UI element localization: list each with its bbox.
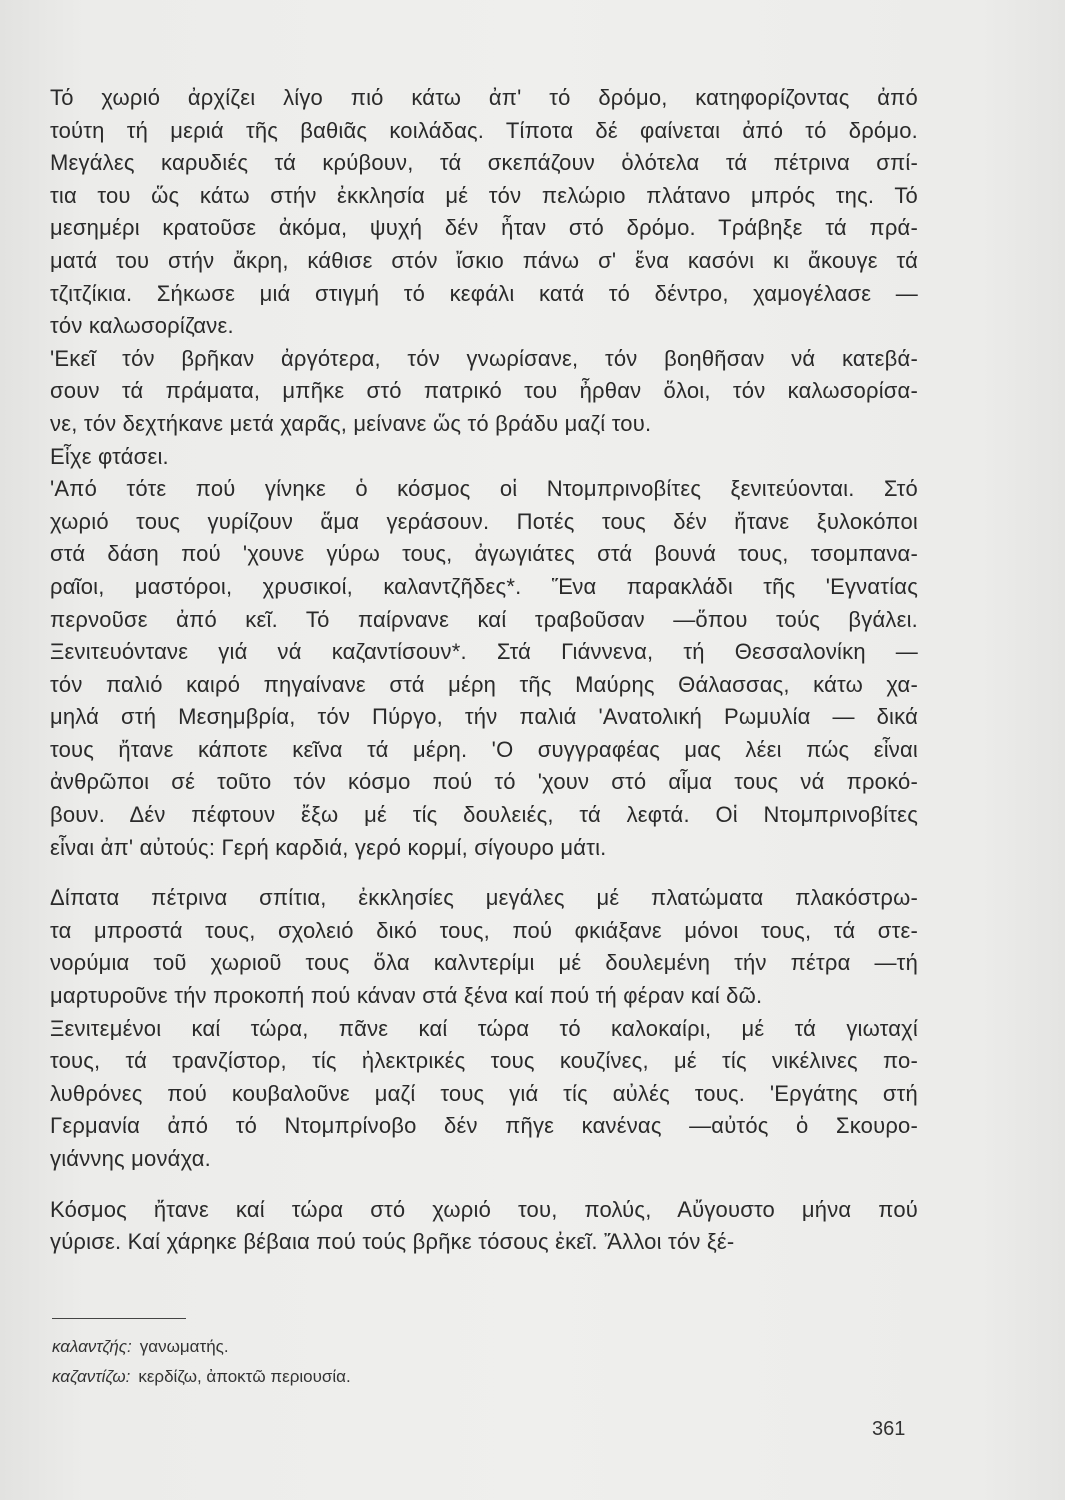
text-line: τα μπροστά τους, σχολειό δικό τους, πού φκιάξανε μόνοι τους, τά στε- — [50, 917, 918, 943]
text-line: μηλά στή Μεσημβρία, τόν Πύργο, τήν παλιά 'Ανατολική Ρωμυλία — δικά — [50, 704, 918, 730]
footnotes — [52, 1332, 351, 1392]
text-line: ματά του στήν ἄκρη, κάθισε στόν ἴσκιο πάνω σ' ἕνα κασόνι κι ἄκουγε τά — [50, 247, 918, 273]
paragraph — [50, 882, 918, 1012]
footnote-term: καλαντζής: — [52, 1337, 132, 1356]
text-line: γύρισε. Καί χάρηκε βέβαια πού τούς βρῆκε τόσους ἐκεῖ. Ἄλλοι τόν ξέ- — [50, 1229, 735, 1255]
text-line: τόν καλωσορίζανε. — [50, 313, 234, 339]
footnote-definition: γανωματής. — [139, 1337, 229, 1356]
text-line: ἀνθρῶποι σέ τοῦτο τόν κόσμο πού τό 'χουν στό αἷμα τους νά προκό- — [50, 769, 918, 795]
body-text — [50, 82, 918, 1259]
footnote — [52, 1332, 351, 1362]
text-line: σουν τά πράματα, μπῆκε στό πατρικό του ἦρθαν ὅλοι, τόν καλωσορίσα- — [50, 378, 918, 404]
paragraph — [50, 82, 918, 343]
paragraph-gap — [50, 864, 918, 882]
paragraph — [50, 473, 918, 864]
text-line: νε, τόν δεχτήκανε μετά χαρᾶς, μείνανε ὥς τό βράδυ μαζί του. — [50, 410, 652, 436]
text-line: βουν. Δέν πέφτουν ἔξω μέ τίς δουλειές, τά λεφτά. Οἱ Ντομπρινοβίτες — [50, 802, 918, 828]
text-line: γιάννης μονάχα. — [50, 1146, 211, 1171]
text-line: 'Από τότε πού γίνηκε ὁ κόσμος οἱ Ντομπρινοβίτες ξενιτεύονται. Στό — [50, 476, 918, 502]
paragraph — [50, 1194, 918, 1259]
text-line: Τό χωριό ἀρχίζει λίγο πιό κάτω ἀπ' τό δρόμο, κατηφορίζοντας ἀπό — [50, 85, 918, 110]
text-line: Δίπατα πέτρινα σπίτια, ἐκκλησίες μεγάλες μέ πλατώματα πλακόστρω- — [50, 885, 918, 911]
text-line: Μεγάλες καρυδιές τά κρύβουν, τά σκεπάζουν ὁλότελα τά πέτρινα σπί- — [50, 150, 918, 176]
footnote-separator — [52, 1318, 186, 1319]
footnote — [52, 1362, 351, 1392]
paragraph-gap — [50, 1176, 918, 1194]
text-line: Κόσμος ἤτανε καί τώρα στό χωριό του, πολύς, Αὔγουστο μήνα πού — [50, 1196, 918, 1222]
text-line: Εἶχε φτάσει. — [50, 443, 169, 469]
text-line: εἶναι ἀπ' αὐτούς: Γερή καρδιά, γερό κορμί, σίγουρο μάτι. — [50, 834, 607, 860]
text-line: τια του ὥς κάτω στήν ἐκκλησία μέ τόν πελώριο πλάτανο μπρός της. Τό — [50, 182, 918, 208]
text-line: τούτη τή μεριά τῆς βαθιᾶς κοιλάδας. Τίποτα δέ φαίνεται ἀπό τό δρόμο. — [50, 117, 918, 143]
text-line: στά δάση πού 'χουνε γύρω τους, ἀγωγιάτες στά βουνά τους, τσομπανα- — [50, 541, 918, 567]
text-line: τους ἤτανε κάποτε κεῖνα τά μέρη. 'Ο συγγραφέας μας λέει πώς εἶναι — [50, 736, 918, 762]
text-line: Ξενιτευόντανε γιά νά καζαντίσουν*. Στά Γιάννενα, τή Θεσσαλονίκη — — [50, 639, 918, 665]
text-line: τόν παλιό καιρό πηγαίνανε στά μέρη τῆς Μαύρης Θάλασσας, κάτω χα- — [50, 671, 918, 697]
text-line: Γερμανία ἀπό τό Ντομπρίνοβο δέν πῆγε κανένας —αὐτός ὁ Σκουρο- — [50, 1113, 918, 1139]
text-line: χωριό τους γυρίζουν ἅμα γεράσουν. Ποτές τους δέν ἤτανε ξυλοκόποι — [50, 508, 918, 534]
text-line: μεσημέρι κρατοῦσε ἀκόμα, ψυχή δέν ἦταν στό δρόμο. Τράβηξε τά πρά- — [50, 215, 918, 241]
text-line: Ξενιτεμένοι καί τώρα, πᾶνε καί τώρα τό καλοκαίρι, μέ τά γιωταχί — [50, 1015, 918, 1041]
paragraph — [50, 343, 918, 441]
text-line: περνοῦσε ἀπό κεῖ. Τό παίρνανε καί τραβοῦσαν —ὅπου τούς βγάλει. — [50, 606, 918, 632]
paragraph — [50, 1013, 918, 1176]
footnote-definition: κερδίζω, ἀποκτῶ περιουσία. — [138, 1367, 351, 1386]
text-line: λυθρόνες πού κουβαλοῦνε μαζί τους γιά τίς αὐλές τους. 'Εργάτης στή — [50, 1080, 918, 1106]
text-line: μαρτυροῦνε τήν προκοπή πού κάναν στά ξένα καί πού τή φέραν καί δῶ. — [50, 983, 763, 1009]
text-line: τζιτζίκια. Σήκωσε μιά στιγμή τό κεφάλι κατά τό δέντρο, χαμογέλασε — — [50, 280, 918, 306]
footnote-term: καζαντίζω: — [52, 1367, 131, 1386]
paragraph — [50, 441, 918, 474]
text-line: ραῖοι, μαστόροι, χρυσικοί, καλαντζῆδες*. Ἕνα παρακλάδι τῆς 'Εγνατίας — [50, 573, 918, 599]
text-line: τους, τά τρανζίστορ, τίς ἠλεκτρικές τους κουζίνες, μέ τίς νικέλινες πο- — [50, 1048, 918, 1074]
text-line: νορύμια τοῦ χωριοῦ τους ὅλα καλντερίμι μέ δουλεμένη τήν πέτρα —τή — [50, 950, 918, 976]
page-number: 361 — [872, 1418, 906, 1440]
text-line: 'Εκεῖ τόν βρῆκαν ἀργότερα, τόν γνωρίσανε, τόν βοηθῆσαν νά κατεβά- — [50, 345, 918, 371]
